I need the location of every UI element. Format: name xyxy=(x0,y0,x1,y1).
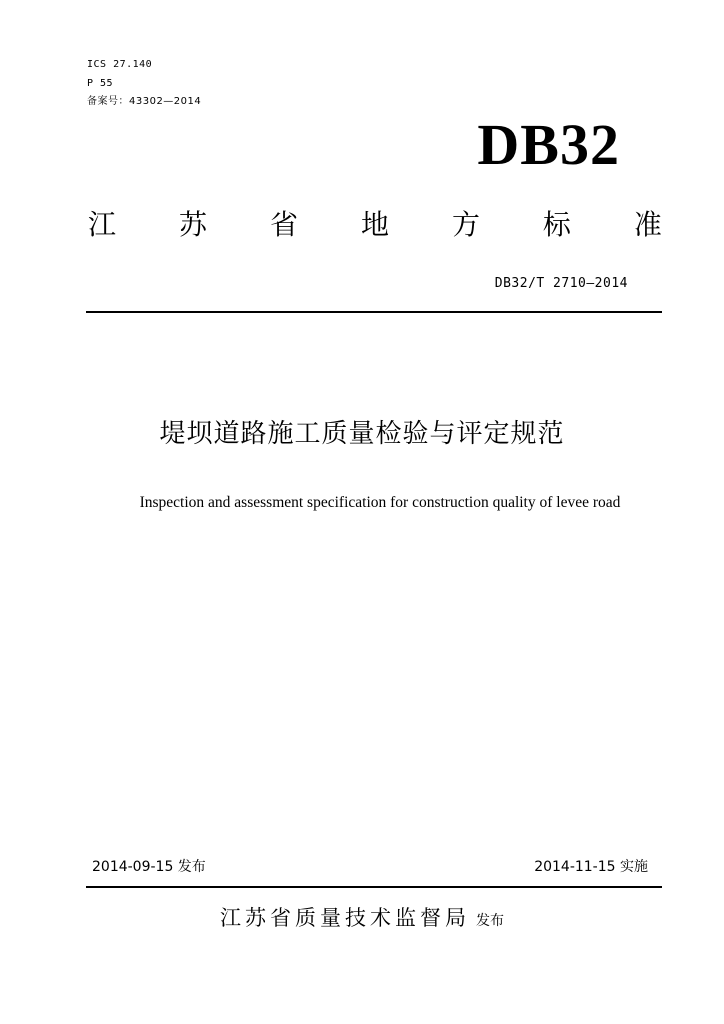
standard-type-char: 方 xyxy=(451,208,480,241)
standard-code: DB32 xyxy=(477,112,620,177)
standard-type-heading xyxy=(88,205,662,245)
standard-type-char: 苏 xyxy=(178,208,207,241)
standard-type-char: 标 xyxy=(542,208,571,241)
standard-type-char: 地 xyxy=(360,208,389,241)
bottom-divider xyxy=(86,886,662,888)
standard-type-char: 省 xyxy=(269,208,298,241)
issuer-suffix: 发布 xyxy=(476,913,504,929)
standard-number: DB32/T 2710—2014 xyxy=(494,276,628,291)
filing-number: 备案号：43302—2014 xyxy=(87,96,202,107)
issue-date: 2014-09-15 发布 xyxy=(92,859,206,875)
standard-type-char: 江 xyxy=(88,208,117,241)
classification-code: P 55 xyxy=(87,78,114,89)
title-chinese: 堤坝道路施工质量检验与评定规范 xyxy=(159,419,565,449)
title-english: Inspection and assessment specification for construction quality of levee road xyxy=(139,494,621,511)
top-divider xyxy=(86,311,662,313)
effective-date: 2014-11-15 实施 xyxy=(534,859,648,875)
ics-code: ICS 27.140 xyxy=(87,59,153,70)
issuer-line xyxy=(0,903,724,936)
standard-type-char: 准 xyxy=(633,208,662,241)
issuer-name: 江苏省质量技术监督局 xyxy=(220,906,470,930)
